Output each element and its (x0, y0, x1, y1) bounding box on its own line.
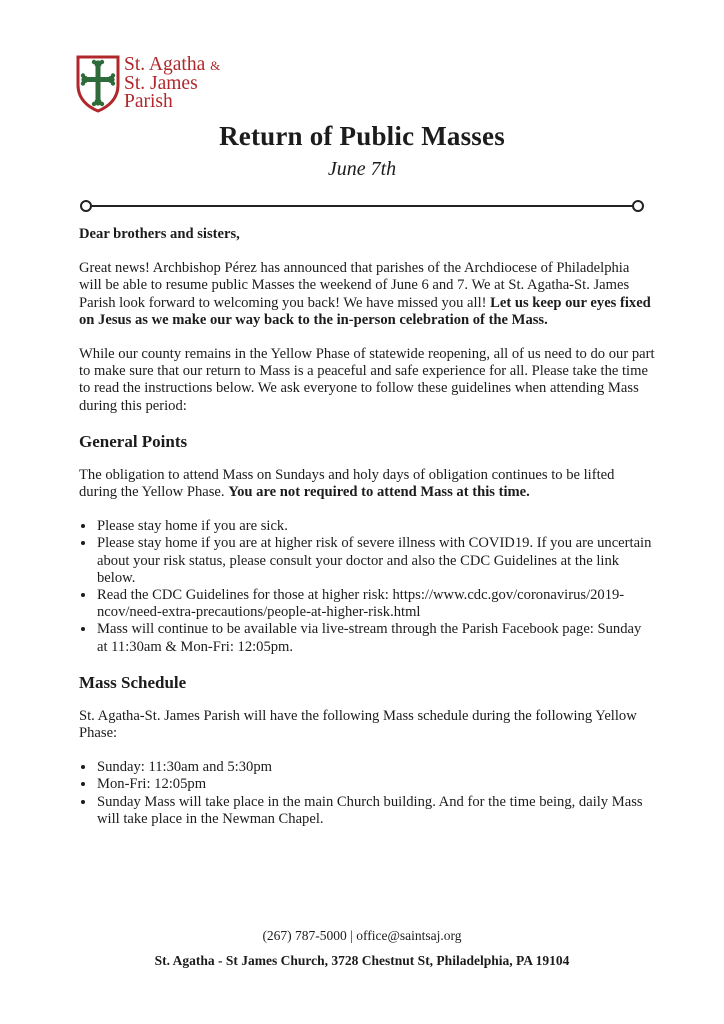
letter-body (79, 226, 655, 828)
list-item: • Please stay home if you are sick. (96, 518, 655, 535)
intro-paragraph (79, 260, 655, 329)
shield-cross-icon (76, 55, 120, 113)
list-item: • Sunday Mass will take place in the main Church building. And for the time being, daily Mass will take place in the Newman Chapel. (96, 794, 655, 828)
general-points-list (79, 518, 655, 656)
page-date: June 7th (327, 158, 397, 180)
obligation-emphasis: You are not required to attend Mass at this time. (228, 484, 530, 501)
footer-address: St. Agatha - St James Church, 3728 Chestnut St, Philadelphia, PA 19104 (154, 953, 570, 968)
obligation-paragraph (79, 467, 655, 501)
parish-logo (76, 55, 246, 117)
guidelines-paragraph: While our county remains in the Yellow Phase of statewide reopening, all of us need to do our part to make sure that our return to Mass is a peaceful and safe experience for all. Please take the time to read the instructions below. We ask everyone to follow these guidelines when attending Mass during this period: (79, 346, 655, 414)
logo-ampersand: & (210, 58, 221, 73)
general-points-heading: General Points (79, 431, 188, 451)
divider-line (86, 205, 638, 207)
divider-dot-right (632, 200, 644, 212)
mass-schedule-list (79, 759, 655, 828)
divider-dot-left (80, 200, 92, 212)
greeting: Dear brothers and sisters, (79, 226, 240, 242)
intro-paragraph-emphasis: Let us keep our eyes fixed on Jesus as we make our way back to the in-person celebration of the Mass. (79, 294, 651, 328)
logo-line-3: Parish (124, 91, 173, 112)
list-item: • Mass will continue to be available via live-stream through the Parish Facebook page: Sunday at 11:30am & Mon-Fri: 12:05pm. (96, 621, 655, 655)
schedule-paragraph: St. Agatha-St. James Parish will have the following Mass schedule during the following Yellow Phase: (79, 707, 637, 742)
list-item: • Mon-Fri: 12:05pm (96, 776, 655, 793)
page-title: Return of Public Masses (219, 121, 505, 151)
list-item: • Please stay home if you are at higher risk of severe illness with COVID19. If you are uncertain about your risk status, please consult your doctor and also the CDC Guidelines at the link below. (96, 535, 655, 587)
logo-line-2: St. James (124, 73, 198, 94)
intro-paragraph-text: Great news! Archbishop Pérez has announced that parishes of the Archdiocese of Philadelphia will be able to resume public Masses the weekend of June 6 and 7. We at St. Agatha-St. James Parish look forward to welcoming you back! We have missed you all! (79, 260, 630, 311)
logo-line-1: St. Agatha (124, 54, 206, 75)
mass-schedule-heading: Mass Schedule (79, 672, 187, 692)
obligation-text: The obligation to attend Mass on Sundays and holy days of obligation continues to be lifted during the Yellow Phase. (79, 466, 615, 501)
footer-contact: (267) 787-5000 | office@saintsaj.org (262, 928, 462, 943)
divider (80, 200, 644, 212)
list-item: • Read the CDC Guidelines for those at higher risk: https://www.cdc.gov/coronavirus/2019-ncov/need-extra-precautions/people-at-higher-risk.html (96, 587, 655, 621)
parish-logo-text (124, 56, 220, 111)
list-item: • Sunday: 11:30am and 5:30pm (96, 759, 655, 776)
